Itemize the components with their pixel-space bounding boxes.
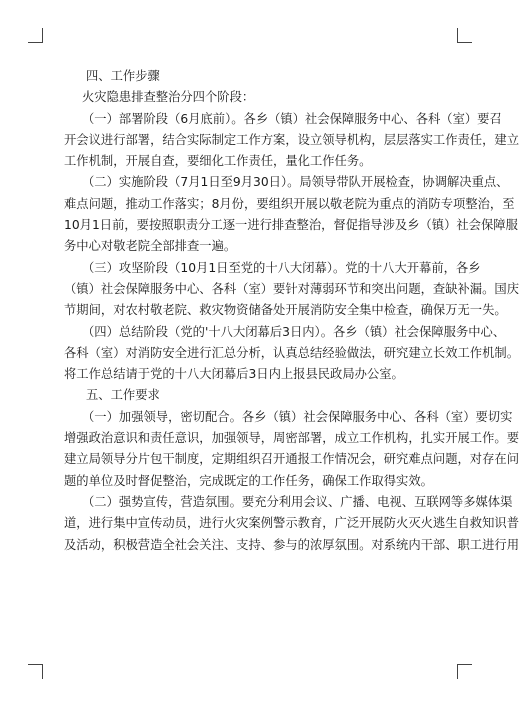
crop-mark-bottom-left (28, 664, 43, 679)
paragraph-tackling-stage (64, 258, 519, 322)
paragraph-deployment-stage (64, 109, 519, 173)
text-line: （三）攻坚阶段（10月1日至党的十八大闭幕）。党的十八大开幕前，各乡 (82, 260, 481, 275)
text-line: 开会议进行部署，结合实际制定工作方案，设立领导机构，层层落实工作责任，建立 (64, 132, 519, 147)
document-body (64, 66, 519, 556)
text-line: （四）总结阶段（党的'十八大闭幕后3日内）。各乡（镇）社会保障服务中心、 (82, 324, 506, 339)
paragraph-leadership (64, 407, 519, 492)
text-line: 务中心对敬老院全部排查一遍。 (64, 239, 237, 254)
text-line: 各科（室）对消防安全进行汇总分析，认真总结经验做法，研究建立长效工作机制。 (64, 345, 519, 360)
paragraph-implementation-stage (64, 172, 518, 257)
text-line: 增强政治意识和责任意识，加强领导，周密部署，成立工作机构，扎实开展工作。要 (64, 431, 519, 446)
text-line: （二）强势宣传，营造氛围。要充分利用会议、广播、电视、互联网等多媒体渠 (82, 494, 513, 509)
crop-mark-bottom-right (457, 664, 472, 679)
text-line: 工作机制，开展自查，要细化工作责任，量化工作任务。 (64, 154, 372, 169)
text-line: 题的单位及时督促整治，完成既定的工作任务，确保工作取得实效。 (64, 473, 433, 488)
text-line: （镇）社会保障服务中心、各科（室）要针对薄弱环节和突出问题，查缺补漏。国庆 (64, 281, 519, 296)
text-line: 节期间，对农村敬老院、救灾物资储备处开展消防安全集中检查，确保万无一失。 (64, 303, 507, 318)
paragraph-summary-stage (64, 322, 519, 386)
text-line: 10月1日前，要按照职责分工逐一进行排查整治，督促指导涉及乡（镇）社会保障服 (64, 218, 518, 233)
section-heading-work-steps: 四、工作步骤 (86, 69, 160, 83)
text-line: （一）加强领导，密切配合。各乡（镇）社会保障服务中心、各科（室）要切实 (82, 409, 513, 424)
crop-mark-top-right (457, 28, 472, 43)
paragraph-publicity (64, 492, 519, 556)
paragraph-intro: 火灾隐患排查整治分四个阶段： (82, 90, 255, 105)
section-heading-work-requirements: 五、工作要求 (86, 388, 160, 403)
text-line: （一）部署阶段（6月底前）。各乡（镇）社会保障服务中心、各科（室）要召 (82, 111, 502, 126)
text-line: 建立局领导分片包干制度，定期组织召开通报工作情况会，研究难点问题，对存在问 (64, 452, 519, 467)
text-line: （二）实施阶段（7月1日至9月30日）。局领导带队开展检查，协调解决重点、 (82, 175, 509, 190)
text-line: 将工作总结请于党的十八大闭幕后3日内上报县民政局办公室。 (64, 367, 404, 382)
crop-mark-top-left (28, 28, 43, 43)
text-line: 难点问题，推动工作落实；8月份，要组织开展以敬老院为重点的消防专项整治，至 (64, 196, 515, 211)
text-line: 道，进行集中宣传动员，进行火灾案例警示教育，广泛开展防火灭火逃生自救知识普 (64, 516, 519, 531)
text-line: 及活动，积极营造全社会关注、支持、参与的浓厚氛围。对系统内干部、职工进行用 (64, 537, 519, 552)
